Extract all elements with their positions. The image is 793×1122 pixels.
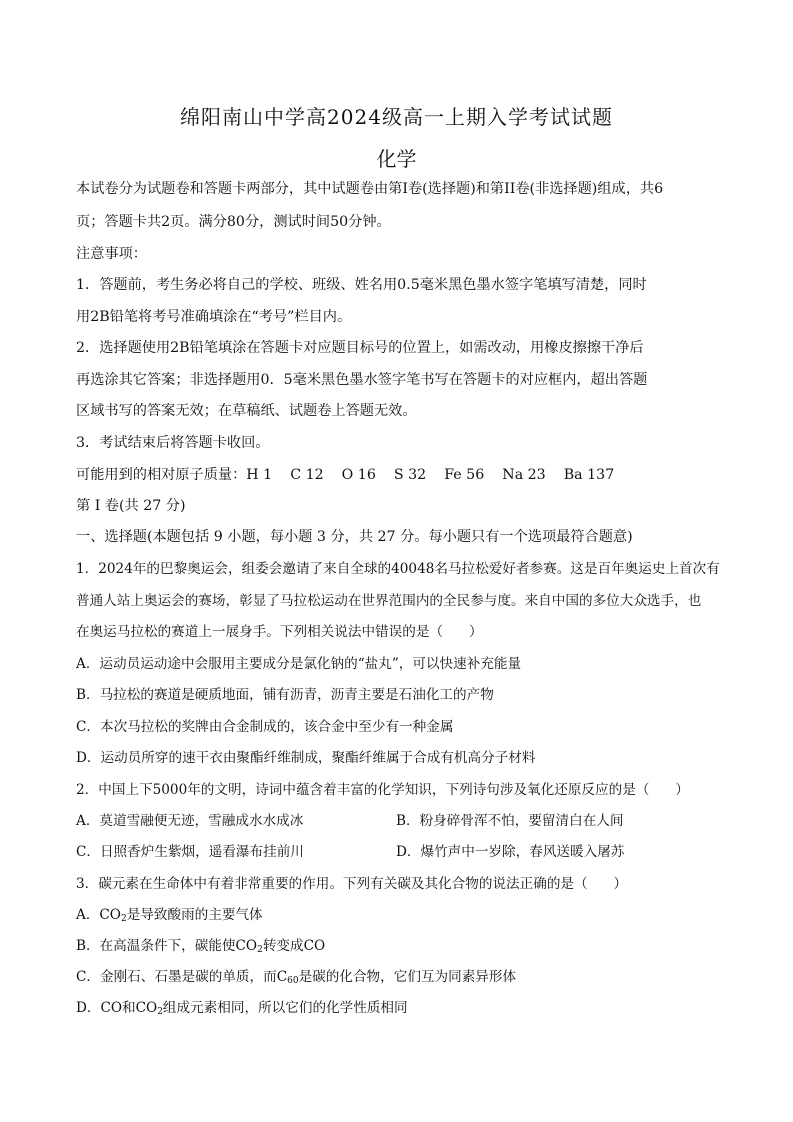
q1-option-a: A．运动员运动途中会服用主要成分是氯化钠的“盐丸”，可以快速补充能量 (76, 656, 522, 672)
q1-stem-line-2: 普通人站上奥运会的赛场，彰显了马拉松运动在世界范围内的全民参与度。来自中国的多位大众选手，也 (76, 593, 702, 609)
q3-b-suffix: 转变成CO (262, 938, 326, 954)
q2-option-d: D．爆竹声中一岁除，春风送暖入屠苏 (396, 844, 625, 860)
q1-stem-line-3: 在奥运马拉松的赛道上一展身手。下列相关说法中错误的是（ ） (76, 624, 483, 640)
q3-option-a (76, 906, 263, 924)
q3-b-subscript: 2 (257, 945, 263, 955)
q3-c-subscript: 60 (287, 976, 299, 986)
note-2-line-3: 区域书写的答案无效；在草稿纸、试题卷上答题无效。 (76, 403, 417, 419)
q3-a-subscript: 2 (120, 914, 127, 924)
notes-heading: 注意事项： (76, 246, 147, 262)
note-2-line-1: 2．选择题使用2B铅笔填涂在答题卡对应题目标号的位置上，如需改动，用橡皮擦擦干净后 (76, 340, 644, 356)
q3-stem: 3．碳元素在生命体中有着非常重要的作用。下列有关碳及其化合物的说法正确的是（ ） (76, 876, 628, 892)
part-one-heading: 第 I 卷(共 27 分) (76, 498, 186, 514)
q3-option-b (76, 937, 325, 955)
q3-b-prefix: B．在高温条件下，碳能使CO (76, 938, 258, 954)
q2-stem: 2．中国上下5000年的文明，诗词中蕴含着丰富的化学知识，下列诗句涉及氧化还原反应的是（ ） (76, 782, 689, 798)
note-1-line-1: 1．答题前，考生务必将自己的学校、班级、姓名用0.5毫米黑色墨水签字笔填写清楚，同时 (76, 277, 647, 293)
q2-option-b: B．粉身碎骨浑不怕，要留清白在人间 (396, 813, 624, 829)
intro-line-1: 本试卷分为试题卷和答题卡两部分，其中试题卷由第I卷(选择题)和第II卷(非选择题)组成，共6 (76, 181, 664, 197)
q3-a-suffix: 是导致酸雨的主要气体 (126, 907, 263, 923)
intro-line-2: 页；答题卡共2页。满分80分，测试时间50分钟。 (76, 214, 391, 230)
exam-title: 绵阳南山中学高2024级高一上期入学考试试题 (180, 105, 613, 129)
note-1-line-2: 用2B铅笔将考号准确填涂在“考号”栏目内。 (76, 309, 352, 325)
q1-option-b: B．马拉松的赛道是硬质地面，铺有沥青，沥青主要是石油化工的产物 (76, 687, 494, 703)
q1-option-c: C．本次马拉松的奖牌由合金制成的，该合金中至少有一种金属 (76, 719, 454, 735)
q2-option-c: C．日照香炉生紫烟，遥看瀑布挂前川 (76, 844, 304, 860)
q3-d-subscript: 2 (157, 1007, 163, 1017)
section-heading: 一、选择题(本题包括 9 小题，每小题 3 分，共 27 分。每小题只有一个选项最符合题意) (76, 529, 633, 545)
atomic-masses: 可能用到的相对原子质量：H 1 C 12 O 16 S 32 Fe 56 Na 23 Ba 137 (76, 467, 615, 483)
q1-option-d: D．运动员所穿的速干衣由聚酯纤维制成，聚酯纤维属于合成有机高分子材料 (76, 750, 536, 766)
q3-d-suffix: 组成元素相同，所以它们的化学性质相同 (162, 1000, 408, 1016)
subject-title: 化学 (376, 147, 417, 171)
q3-c-suffix: 是碳的化合物，它们互为同素异形体 (298, 969, 517, 985)
note-3: 3．考试结束后将答题卡收回。 (76, 435, 270, 451)
note-2-line-2: 再选涂其它答案；非选择题用0．5毫米黑色墨水签字笔书写在答题卡的对应框内，超出答题 (76, 372, 648, 388)
q3-option-d (76, 999, 408, 1017)
q3-option-c (76, 968, 516, 986)
q2-option-a: A．莫道雪融便无迹，雪融成水水成冰 (76, 813, 304, 829)
q3-a-prefix: A．CO (76, 907, 121, 923)
q3-c-prefix: C．金刚石、石墨是碳的单质，而C (76, 969, 288, 985)
q3-d-prefix: D．CO和CO (76, 1000, 158, 1016)
q1-stem-line-1: 1．2024年的巴黎奥运会，组委会邀请了来自全球的40048名马拉松爱好者参赛。这是百年奥运史上首次有 (76, 561, 720, 577)
